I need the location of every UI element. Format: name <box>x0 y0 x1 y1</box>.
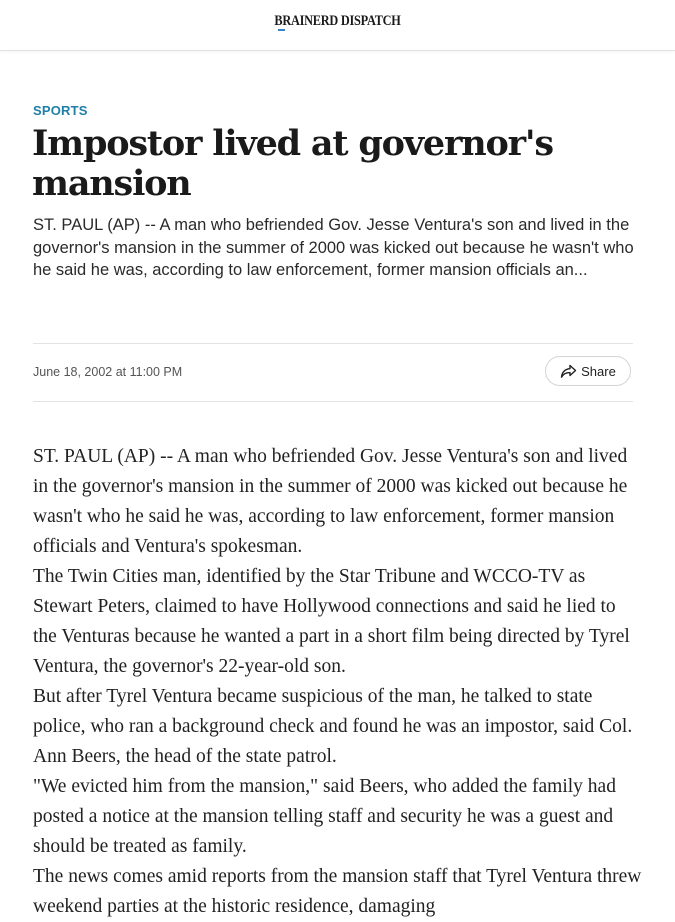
site-header <box>0 0 675 51</box>
site-logo[interactable]: BRAINERD DISPATCH <box>274 13 401 29</box>
body-paragraph: The Twin Cities man, identified by the Star Tribune and WCCO-TV as Stewart Peters, claimed to have Hollywood connections and said he lied to the Venturas because he wanted a part in a short film being directed by Tyrel Ventura, the governor's 22-year-old son. <box>33 566 630 677</box>
share-icon <box>560 364 577 379</box>
body-paragraph: The news comes amid reports from the mansion staff that Tyrel Ventura threw weekend parties at the historic residence, damaging <box>33 866 642 917</box>
article-headline: Impostor lived at governor's mansion <box>32 123 553 204</box>
article-body <box>33 442 643 922</box>
article-summary: ST. PAUL (AP) -- A man who befriended Gov. Jesse Ventura's son and lived in the governor's mansion in the summer of 2000 was kicked out because he wasn't who he said he was, according to law enforcement, former mansion officials an... <box>33 216 634 279</box>
meta-divider-bottom <box>33 401 633 402</box>
logo-accent-mark <box>278 29 285 31</box>
share-button[interactable] <box>545 356 631 386</box>
body-paragraph: "We evicted him from the mansion," said Beers, who added the family had posted a notice at the mansion telling staff and security he was a guest and should be treated as family. <box>33 776 616 857</box>
body-paragraph: But after Tyrel Ventura became suspicious of the man, he talked to state police, who ran a background check and found he was an impostor, said Col. Ann Beers, the head of the state patrol. <box>33 686 633 767</box>
meta-divider-top <box>33 343 633 344</box>
body-paragraph: ST. PAUL (AP) -- A man who befriended Gov. Jesse Ventura's son and lived in the governor's mansion in the summer of 2000 was kicked out because he wasn't who he said he was, according to law enforcement, former mansion officials and Ventura's spokesman. <box>33 446 628 557</box>
section-tag[interactable]: SPORTS <box>33 103 88 118</box>
publish-date: June 18, 2002 at 11:00 PM <box>33 365 183 379</box>
share-button-label: Share <box>581 363 616 379</box>
